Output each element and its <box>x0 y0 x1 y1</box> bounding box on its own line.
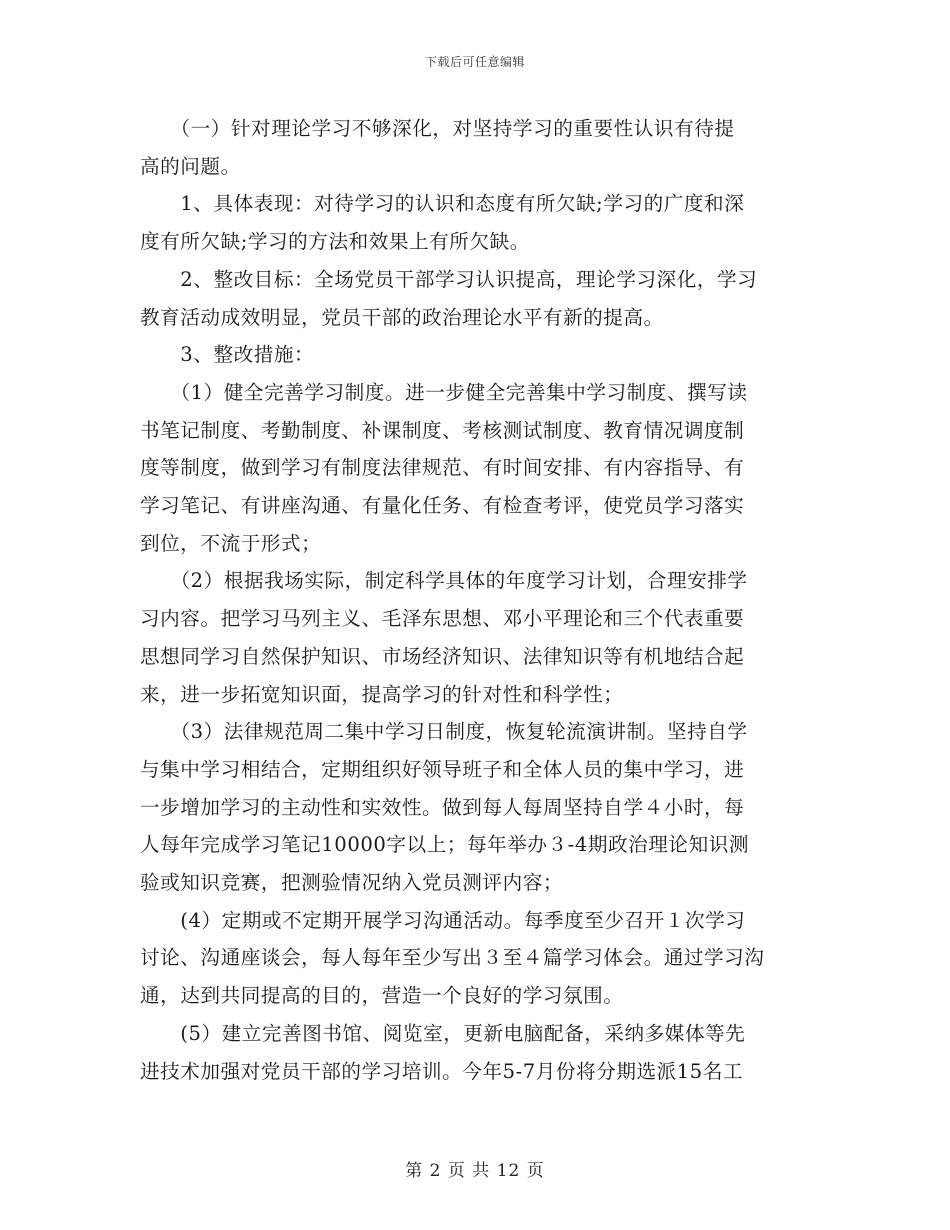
text-line: 学习笔记、有讲座沟通、有量化任务、有检查考评，使党员学习落实 <box>140 494 745 518</box>
text-line: 来，进一步拓宽知识面，提高学习的针对性和科学性； <box>140 682 624 706</box>
paragraph <box>140 110 816 185</box>
text-line: 度等制度，做到学习有制度法律规范、有时间安排、有内容指导、有 <box>140 456 745 480</box>
text-line: 书笔记制度、考勤制度、补课制度、考核测试制度、教育情况调度制 <box>140 418 745 442</box>
text-line: 1、具体表现：对待学习的认识和态度有所欠缺;学习的广度和深 <box>140 192 745 216</box>
text-line: 3、整改措施： <box>140 343 315 367</box>
paragraph <box>140 374 816 563</box>
text-line: 与集中学习相结合，定期组织好领导班子和全体人员的集中学习，进 <box>140 757 745 781</box>
page-footer: 第 2 页 共 12 页 <box>405 1161 545 1181</box>
paragraph <box>140 1015 816 1090</box>
text-line: 人每年完成学习笔记10000字以上；每年举办３-4期政治理论知识测 <box>140 833 750 857</box>
text-line: 教育活动成效明显，党员干部的政治理论水平有新的提高。 <box>140 305 664 329</box>
paragraph <box>140 562 816 713</box>
paragraph <box>140 185 816 260</box>
paragraph <box>140 336 816 374</box>
paragraph <box>140 713 816 902</box>
text-line: 习内容。把学习马列主义、毛泽东思想、邓小平理论和三个代表重要 <box>140 607 745 631</box>
text-line: (5）建立完善图书馆、阅览室，更新电脑配备，采纳多媒体等先 <box>140 1021 746 1045</box>
paragraph <box>140 902 816 1015</box>
text-line: (4）定期或不定期开展学习沟通活动。每季度至少召开１次学习 <box>140 908 746 932</box>
text-line: 高的问题。 <box>140 154 241 178</box>
text-line: 验或知识竞赛，把测验情况纳入党员测评内容； <box>140 871 564 895</box>
text-line: 思想同学习自然保护知识、市场经济知识、法律知识等有机地结合起 <box>140 644 745 668</box>
text-line: （2）根据我场实际，制定科学具体的年度学习计划，合理安排学 <box>140 569 748 593</box>
document-body <box>140 110 816 1090</box>
text-line: 进技术加强对党员干部的学习培训。今年5-7月份将分期选派15名工 <box>140 1059 744 1083</box>
text-line: 一步增加学习的主动性和实效性。做到每人每周坚持自学４小时，每 <box>140 795 745 819</box>
text-line: 度有所欠缺;学习的方法和效果上有所欠缺。 <box>140 230 530 254</box>
page-header: 下载后可任意编辑 <box>424 55 525 69</box>
text-line: 到位，不流于形式； <box>140 531 322 555</box>
paragraph <box>140 261 816 336</box>
text-line: 2、整改目标：全场党员干部学习认识提高，理论学习深化，学习 <box>140 267 758 291</box>
text-line: 通，达到共同提高的目的，营造一个良好的学习氛围。 <box>140 984 624 1008</box>
text-line: （一）针对理论学习不够深化，对坚持学习的重要性认识有待提 <box>140 117 735 140</box>
text-line: （1）健全完善学习制度。进一步健全完善集中学习制度、撰写读 <box>140 380 748 404</box>
text-line: 讨论、沟通座谈会，每人每年至少写出３至４篇学习体会。通过学习沟 <box>140 946 765 970</box>
text-line: （3）法律规范周二集中学习日制度，恢复轮流演讲制。坚持自学 <box>140 720 748 744</box>
